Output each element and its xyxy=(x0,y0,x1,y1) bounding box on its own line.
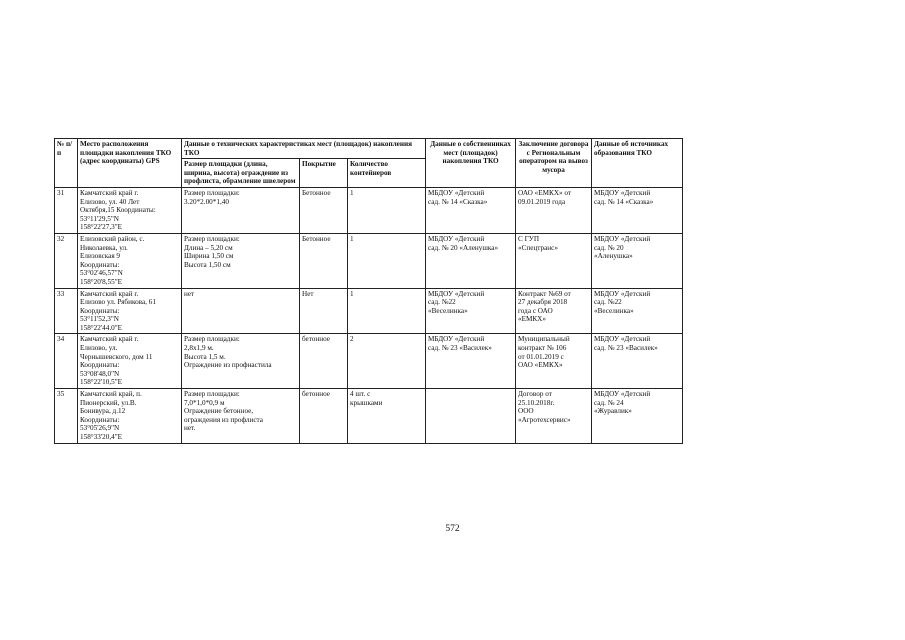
cell-line: 158°22'44.0"E xyxy=(80,323,123,332)
header-num: № п/п xyxy=(55,139,78,188)
cell-line: 158°22'10,5"E xyxy=(80,378,123,387)
cell-line: ООО xyxy=(518,407,534,416)
cell-line: Камчатский край, п. xyxy=(80,390,142,399)
cell-line: Высота 1,50 см xyxy=(184,260,231,269)
cell-line: 09.01.2019 года xyxy=(518,197,566,206)
cell-line: сад. № 20 «Аленушка» xyxy=(428,243,499,252)
cell-line: Елизовская 9 xyxy=(80,252,121,261)
cell-coating: Нет xyxy=(300,288,348,334)
cell-line: нет xyxy=(184,289,195,298)
cell-line: МБДОУ «Детский xyxy=(594,188,651,197)
header-containers: Количество контейнеров xyxy=(348,159,426,188)
cell-containers xyxy=(348,389,426,444)
table-body xyxy=(55,187,683,443)
cell-line: 53°11'52,3"N xyxy=(80,315,119,324)
header-row-1 xyxy=(55,139,683,159)
cell-location xyxy=(78,288,182,334)
cell-line: Ограждение бетонное, xyxy=(184,407,254,416)
cell-line: Ограждение из профнастила xyxy=(184,361,272,370)
cell-num: 33 xyxy=(55,288,78,334)
cell-sources xyxy=(592,389,683,444)
cell-line: от 01.01.2019 с xyxy=(518,352,564,361)
cell-line: 7,0*1,0*0,9 м xyxy=(184,398,225,407)
cell-line: МБДОУ «Детский xyxy=(428,289,485,298)
cell-num: 34 xyxy=(55,334,78,389)
cell-line: Елизово, ул. 40 Лет xyxy=(80,197,140,206)
cell-size xyxy=(182,389,300,444)
cell-num: 35 xyxy=(55,389,78,444)
cell-line: С ГУП xyxy=(518,234,540,243)
cell-line: 27 декабря 2018 xyxy=(518,298,568,307)
cell-sources xyxy=(592,187,683,233)
cell-line: МБДОУ «Детский xyxy=(428,335,485,344)
cell-line: «ЕМКХ» xyxy=(518,315,546,324)
cell-sources xyxy=(592,334,683,389)
table-row xyxy=(55,233,683,288)
cell-line: сад. № 20 xyxy=(594,243,624,252)
cell-contract xyxy=(516,233,592,288)
cell-containers xyxy=(348,187,426,233)
cell-line: 3.20*2.00*1,40 xyxy=(184,197,229,206)
cell-line: 53°11'29,5"N xyxy=(80,214,119,223)
cell-coating: бетонное xyxy=(300,334,348,389)
cell-line: МБДОУ «Детский xyxy=(594,234,651,243)
cell-contract xyxy=(516,187,592,233)
cell-size xyxy=(182,187,300,233)
cell-containers xyxy=(348,334,426,389)
cell-coating: бетонное xyxy=(300,389,348,444)
cell-line: 2,8х1,9 м. xyxy=(184,344,214,353)
cell-line: Высота 1,5 м. xyxy=(184,352,226,361)
header-location: Место расположения площадки накопления ТКО (адрес координаты) GPS xyxy=(78,139,182,188)
cell-line: МБДОУ «Детский xyxy=(594,390,651,399)
cell-line: ОАО «ЕМКХ» xyxy=(518,361,563,370)
cell-location xyxy=(78,187,182,233)
cell-location xyxy=(78,334,182,389)
page-number: 572 xyxy=(445,524,460,534)
cell-num: 32 xyxy=(55,233,78,288)
cell-contract xyxy=(516,334,592,389)
cell-line: ограждения из профлиста xyxy=(184,415,263,424)
cell-line: 53°05'26,9"N xyxy=(80,424,120,433)
cell-line: сад. № 24 xyxy=(594,398,624,407)
cell-line: 25.10.2018г. xyxy=(518,398,555,407)
cell-line: сад. № 14 «Сказка» xyxy=(594,197,654,206)
header-contract: Заключение договора с Региональным оператором на вывоз мусора xyxy=(516,139,592,188)
header-size: Размер площадки (длина, ширина, высота) ограждение из профлиста, обрамление швелером xyxy=(182,159,300,188)
cell-line: 1 xyxy=(350,289,354,298)
cell-line: Размер площадки: xyxy=(184,234,240,243)
cell-line: 2 xyxy=(350,335,354,344)
cell-line: сад. № 14 «Сказка» xyxy=(428,197,488,206)
cell-line: сад. № 23 «Василек» xyxy=(594,344,658,353)
cell-line: Размер площадки: xyxy=(184,390,240,399)
cell-line: МБДОУ «Детский xyxy=(428,234,485,243)
header-coating: Покрытие xyxy=(300,159,348,188)
table-row xyxy=(55,288,683,334)
cell-line: крышками xyxy=(350,398,383,407)
cell-line: Координаты: xyxy=(80,415,120,424)
cell-contract xyxy=(516,288,592,334)
cell-contract xyxy=(516,389,592,444)
cell-owners xyxy=(426,389,516,444)
cell-line: Координаты: xyxy=(80,260,120,269)
cell-line: Камчатский край г. xyxy=(80,289,139,298)
table-row xyxy=(55,334,683,389)
cell-line: МБДОУ «Детский xyxy=(428,188,485,197)
header-technical: Данные о технических характеристиках мест (площадок) накопления ТКО xyxy=(182,139,426,159)
cell-line: 4 шт. с xyxy=(350,390,371,399)
cell-line: Договор от xyxy=(518,390,552,399)
cell-line: Координаты: xyxy=(80,306,120,315)
cell-line: Камчатский край г. xyxy=(80,335,139,344)
cell-line: Елизово ул. Рябикова, 61 xyxy=(80,298,156,307)
cell-num: 31 xyxy=(55,187,78,233)
cell-line: 158°22'27,3"E xyxy=(80,223,123,232)
cell-line: сад. № 23 «Василек» xyxy=(428,344,492,353)
cell-line: 53°08'48,0"N xyxy=(80,369,120,378)
header-owners: Данные о собственниках мест (площадок) накопления ТКО xyxy=(426,139,516,188)
cell-line: 1 xyxy=(350,188,354,197)
cell-line: Пионерский, ул.В. xyxy=(80,398,137,407)
table-row xyxy=(55,187,683,233)
cell-line: Размер площадки: xyxy=(184,335,240,344)
cell-line: «Агротехсервис» xyxy=(518,415,571,424)
cell-line: Камчатский край г. xyxy=(80,188,139,197)
cell-size xyxy=(182,334,300,389)
cell-size xyxy=(182,288,300,334)
cell-line: нет. xyxy=(184,424,196,433)
cell-line: Чернышевского, дом 11 xyxy=(80,352,153,361)
tko-registry-table xyxy=(54,138,683,444)
cell-line: 158°20'8,55"E xyxy=(80,277,123,286)
cell-line: 158°33'20,4"E xyxy=(80,433,123,441)
cell-location xyxy=(78,389,182,444)
cell-line: Ширина 1,50 см xyxy=(184,252,234,261)
cell-line: контракт № 106 xyxy=(518,344,567,353)
cell-line: Октября,15 Координаты: xyxy=(80,206,156,215)
cell-line: Елизово, ул. xyxy=(80,344,118,353)
cell-line: «Журавлик» xyxy=(594,407,632,416)
cell-line: Елизовский район, с. xyxy=(80,234,145,243)
cell-line: Размер площадки: xyxy=(184,188,240,197)
cell-owners xyxy=(426,187,516,233)
cell-line: Координаты: xyxy=(80,361,120,370)
cell-containers xyxy=(348,233,426,288)
cell-line: МБДОУ «Детский xyxy=(594,335,651,344)
cell-sources xyxy=(592,288,683,334)
cell-line: «Спецтранс» xyxy=(518,243,558,252)
cell-location xyxy=(78,233,182,288)
cell-line: «Веселинка» xyxy=(594,306,634,315)
cell-line: Контракт №69 от xyxy=(518,289,571,298)
cell-line: Муниципальный xyxy=(518,335,570,344)
cell-containers xyxy=(348,288,426,334)
cell-line: сад. №22 xyxy=(428,298,456,307)
cell-line: ОАО «ЕМКХ» от xyxy=(518,188,572,197)
cell-line: Длина – 5,20 см xyxy=(184,243,233,252)
cell-line: Бонивура, д.12 xyxy=(80,407,126,416)
cell-owners xyxy=(426,334,516,389)
cell-sources xyxy=(592,233,683,288)
cell-line: МБДОУ «Детский xyxy=(594,289,651,298)
cell-owners xyxy=(426,288,516,334)
cell-coating: Бетонное xyxy=(300,233,348,288)
cell-size xyxy=(182,233,300,288)
header-sources: Данные об источниках образования ТКО xyxy=(592,139,683,188)
cell-line: Николаевка, ул. xyxy=(80,243,128,252)
cell-line: года с ОАО xyxy=(518,306,553,315)
cell-line: 1 xyxy=(350,234,354,243)
cell-line: 53°02'46,57"N xyxy=(80,269,123,278)
cell-line: сад. №22 xyxy=(594,298,622,307)
cell-line: «Аленушка» xyxy=(594,252,633,261)
cell-owners xyxy=(426,233,516,288)
cell-line: «Веселинка» xyxy=(428,306,468,315)
table-row xyxy=(55,389,683,444)
cell-coating: Бетонное xyxy=(300,187,348,233)
